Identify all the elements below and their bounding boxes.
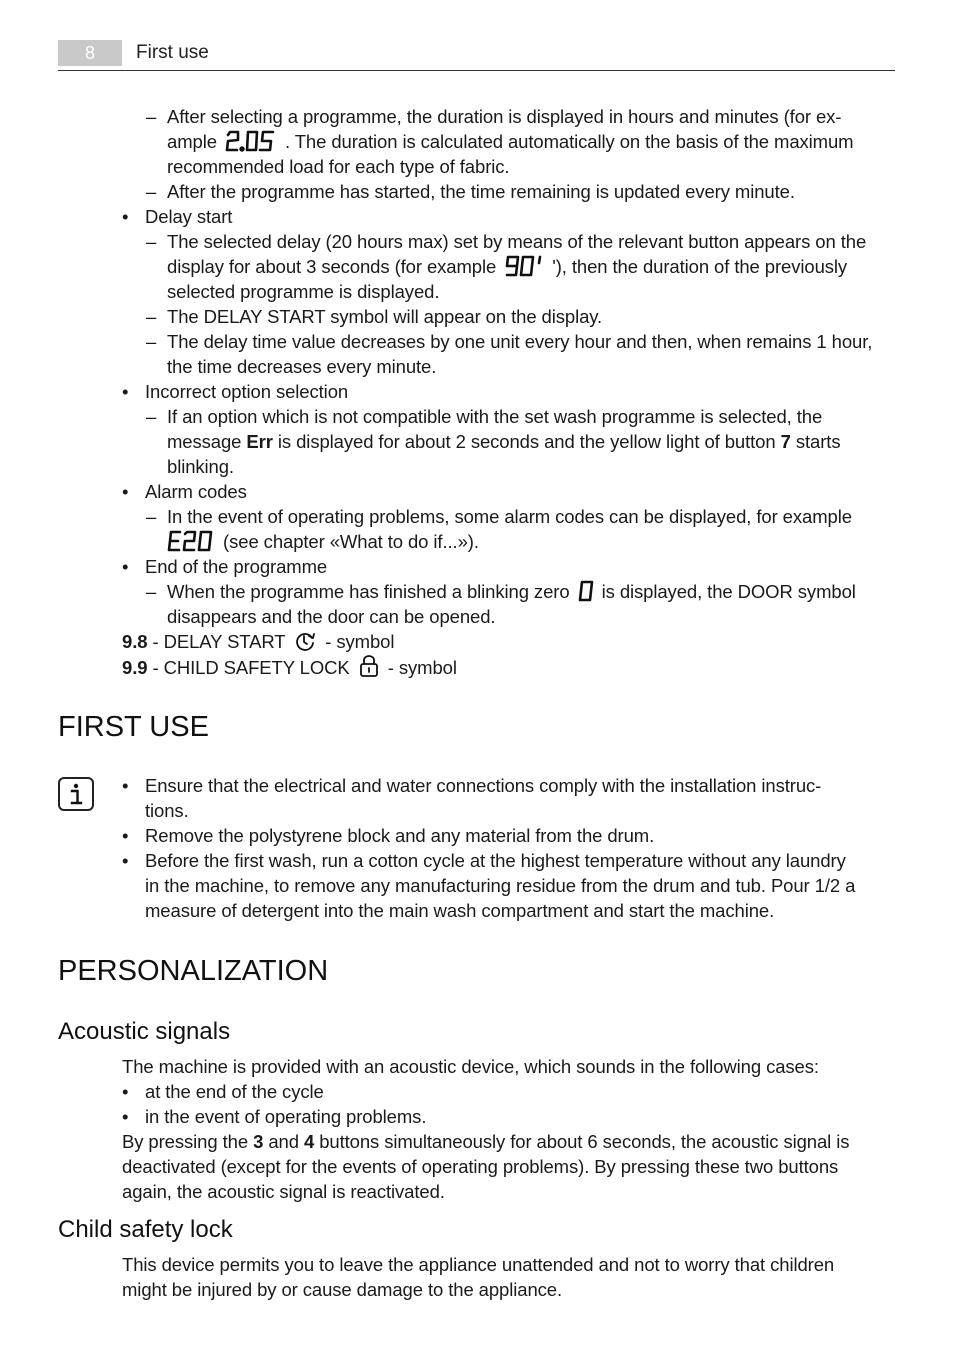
info-icon	[58, 777, 94, 811]
text-line: deactivated (except for the events of operating problems). By pressing these two buttons	[122, 1156, 839, 1177]
text-line: Ensure that the electrical and water connections comply with the installation instruc-	[145, 775, 822, 796]
page-number: 8	[58, 40, 122, 66]
list-item: in the event of operating problems.	[145, 1106, 427, 1127]
text-line: In the event of operating problems, some alarm codes can be displayed, for example	[167, 506, 852, 527]
list-item: Alarm codes	[145, 481, 247, 502]
dash-marker: –	[146, 331, 157, 352]
dash-marker: –	[146, 106, 157, 127]
display-code-alarm-icon	[167, 530, 215, 552]
bullet-marker: •	[122, 206, 129, 227]
text-line: tions.	[145, 800, 189, 821]
text-line: might be injured by or cause damage to the appliance.	[122, 1279, 563, 1300]
bullet-marker: •	[122, 1081, 129, 1102]
text-line: Before the first wash, run a cotton cycle at the highest temperature without any laundry	[145, 850, 846, 871]
numbered-item: 9.8 - DELAY START - symbol	[122, 631, 395, 652]
display-code-delay-icon	[504, 255, 544, 277]
page-header	[58, 40, 895, 71]
dash-marker: –	[146, 581, 157, 602]
list-item: Incorrect option selection	[145, 381, 349, 402]
bullet-marker: •	[122, 556, 129, 577]
display-code-duration-icon	[225, 130, 277, 152]
text-line: selected programme is displayed.	[167, 281, 440, 302]
text-line: blinking.	[167, 456, 234, 477]
bullet-marker: •	[122, 481, 129, 502]
display-code-zero-icon	[578, 580, 594, 602]
text-line: message Err is displayed for about 2 seconds and the yellow light of button 7 starts	[167, 431, 841, 452]
text-line: The machine is provided with an acoustic device, which sounds in the following cases:	[122, 1056, 819, 1077]
dash-marker: –	[146, 231, 157, 252]
bullet-marker: •	[122, 775, 129, 796]
text-line: display for about 3 seconds (for example '), then the duration of the previously	[167, 256, 848, 277]
text-line: The delay time value decreases by one unit every hour and then, when remains 1 hour,	[167, 331, 873, 352]
numbered-item: 9.9 - CHILD SAFETY LOCK - symbol	[122, 654, 457, 680]
child-safety-lock-heading: Child safety lock	[58, 1216, 233, 1243]
dash-marker: –	[146, 306, 157, 327]
text-line: The selected delay (20 hours max) set by means of the relevant button appears on the	[167, 231, 867, 252]
personalization-heading: PERSONALIZATION	[58, 955, 329, 987]
text-line: again, the acoustic signal is reactivated.	[122, 1181, 445, 1202]
text-line: measure of detergent into the main wash compartment and start the machine.	[145, 900, 775, 921]
text-line: in the machine, to remove any manufacturing residue from the drum and tub. Pour 1/2 a	[145, 875, 856, 896]
dash-marker: –	[146, 406, 157, 427]
list-item: at the end of the cycle	[145, 1081, 324, 1102]
text-line: the time decreases every minute.	[167, 356, 437, 377]
dash-marker: –	[146, 506, 157, 527]
text-line: ample . The duration is calculated automatically on the basis of the maximum	[167, 131, 854, 152]
text-line: After the programme has started, the time remaining is updated every minute.	[167, 181, 795, 202]
bullet-marker: •	[122, 825, 129, 846]
list-item: End of the programme	[145, 556, 328, 577]
text-line: Remove the polystyrene block and any material from the drum.	[145, 825, 655, 846]
text-line: This device permits you to leave the appliance unattended and not to worry that children	[122, 1254, 835, 1275]
bullet-marker: •	[122, 850, 129, 871]
list-item: Delay start	[145, 206, 233, 227]
acoustic-signals-heading: Acoustic signals	[58, 1018, 231, 1045]
text-line: disappears and the door can be opened.	[167, 606, 496, 627]
text-line: By pressing the 3 and 4 buttons simultaneously for about 6 seconds, the acoustic signal is	[122, 1131, 850, 1152]
bullet-marker: •	[122, 381, 129, 402]
child-lock-icon	[358, 654, 380, 678]
text-line: recommended load for each type of fabric.	[167, 156, 510, 177]
first-use-heading: FIRST USE	[58, 711, 209, 743]
text-line: (see chapter «What to do if...»).	[167, 529, 479, 554]
text-line: After selecting a programme, the duration is displayed in hours and minutes (for ex-	[167, 106, 842, 127]
text-line: When the programme has finished a blinking zero is displayed, the DOOR symbol	[167, 581, 856, 602]
bullet-marker: •	[122, 1106, 129, 1127]
text-line: The DELAY START symbol will appear on the display.	[167, 306, 603, 327]
text-line: If an option which is not compatible with the set wash programme is selected, the	[167, 406, 823, 427]
header-section-title: First use	[136, 42, 209, 63]
delay-start-icon	[293, 630, 317, 652]
dash-marker: –	[146, 181, 157, 202]
